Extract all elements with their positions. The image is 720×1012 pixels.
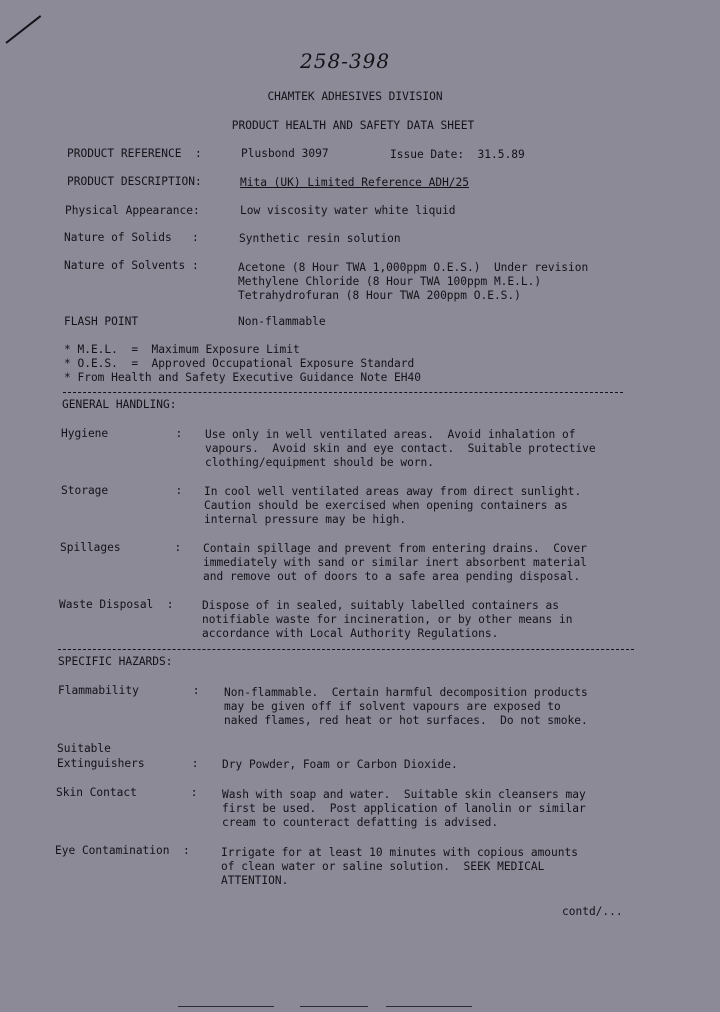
section-divider [63, 392, 623, 393]
waste-disposal-line: accordance with Local Authority Regulations. [202, 627, 499, 640]
skin-contact-line: first be used. Post application of lanolin or similar [222, 802, 586, 815]
solvent-line: Acetone (8 Hour TWA 1,000ppm O.E.S.) Under revision [238, 261, 589, 274]
spillages-label: Spillages : [60, 541, 182, 554]
flash-point-label: FLASH POINT [64, 315, 139, 328]
skin-contact-label: Skin Contact : [56, 786, 198, 799]
continued-marker: contd/... [562, 905, 623, 918]
note-line: * M.E.L. = Maximum Exposure Limit [64, 343, 300, 356]
physical-appearance-label: Physical Appearance: [65, 204, 200, 217]
nature-of-solids-label: Nature of Solids : [64, 231, 199, 244]
skin-contact-line: Wash with soap and water. Suitable skin cleansers may [222, 788, 586, 801]
hygiene-label: Hygiene : [61, 427, 183, 440]
eye-contamination-label: Eye Contamination : [55, 844, 190, 857]
nature-of-solvents-label: Nature of Solvents : [64, 259, 199, 272]
eye-contamination-line: Irrigate for at least 10 minutes with copious amounts [221, 846, 578, 859]
note-line: * From Health and Safety Executive Guidance Note EH40 [64, 371, 421, 384]
issue-date: Issue Date: 31.5.89 [390, 148, 525, 161]
product-description-label: PRODUCT DESCRIPTION: [67, 175, 202, 188]
specific-hazards-title: SPECIFIC HAZARDS: [58, 655, 173, 668]
extinguishers-value: Dry Powder, Foam or Carbon Dioxide. [222, 758, 458, 771]
division-heading: CHAMTEK ADHESIVES DIVISION [267, 90, 443, 103]
nature-of-solids-value: Synthetic resin solution [239, 232, 401, 245]
solvent-line: Tetrahydrofuran (8 Hour TWA 200ppm O.E.S.) [238, 289, 521, 302]
waste-disposal-line: Dispose of in sealed, suitably labelled containers as [202, 599, 559, 612]
skin-contact-line: cream to counteract defatting is advised. [222, 816, 499, 829]
spillages-line: and remove out of doors to a safe area pending disposal. [203, 570, 581, 583]
sheet-title: PRODUCT HEALTH AND SAFETY DATA SHEET [231, 119, 475, 132]
pen-stroke-mark [5, 15, 41, 44]
flammability-line: Non-flammable. Certain harmful decomposition products [224, 686, 588, 699]
hygiene-line: clothing/equipment should be worn. [205, 456, 435, 469]
flammability-label: Flammability : [58, 684, 200, 697]
waste-disposal-line: notifiable waste for incineration, or by other means in [202, 613, 573, 626]
storage-line: In cool well ventilated areas away from direct sunlight. [204, 485, 582, 498]
hygiene-line: vapours. Avoid skin and eye contact. Suitable protective [205, 442, 596, 455]
scan-artifact-line [386, 1006, 472, 1007]
product-reference-value: Plusbond 3097 [241, 147, 329, 160]
eye-contamination-line: of clean water or saline solution. SEEK MEDICAL [221, 860, 545, 873]
scan-artifact-line [300, 1006, 368, 1007]
extinguishers-label: Extinguishers : [57, 757, 199, 770]
general-handling-title: GENERAL HANDLING: [62, 398, 177, 411]
eye-contamination-line: ATTENTION. [221, 874, 289, 887]
product-reference-label: PRODUCT REFERENCE : [67, 147, 202, 160]
storage-line: Caution should be exercised when opening containers as [204, 499, 568, 512]
extinguishers-label: Suitable [57, 742, 111, 755]
storage-line: internal pressure may be high. [204, 513, 407, 526]
spillages-line: immediately with sand or similar inert absorbent material [203, 556, 587, 569]
section-divider [58, 649, 634, 650]
spillages-line: Contain spillage and prevent from entering drains. Cover [203, 542, 587, 555]
flash-point-value: Non-flammable [238, 315, 326, 328]
storage-label: Storage : [61, 484, 183, 497]
waste-disposal-label: Waste Disposal : [59, 598, 174, 611]
solvent-line: Methylene Chloride (8 Hour TWA 100ppm M.E.L.) [238, 275, 542, 288]
hygiene-line: Use only in well ventilated areas. Avoid inhalation of [205, 428, 576, 441]
note-line: * O.E.S. = Approved Occupational Exposure Standard [64, 357, 415, 370]
flammability-line: may be given off if solvent vapours are exposed to [224, 700, 561, 713]
physical-appearance-value: Low viscosity water white liquid [240, 204, 456, 217]
product-description-value: Mita (UK) Limited Reference ADH/25 [240, 176, 470, 189]
handwritten-reference-number: 258-398 [300, 49, 391, 73]
flammability-line: naked flames, red heat or hot surfaces. Do not smoke. [224, 714, 588, 727]
scan-artifact-line [178, 1006, 274, 1007]
